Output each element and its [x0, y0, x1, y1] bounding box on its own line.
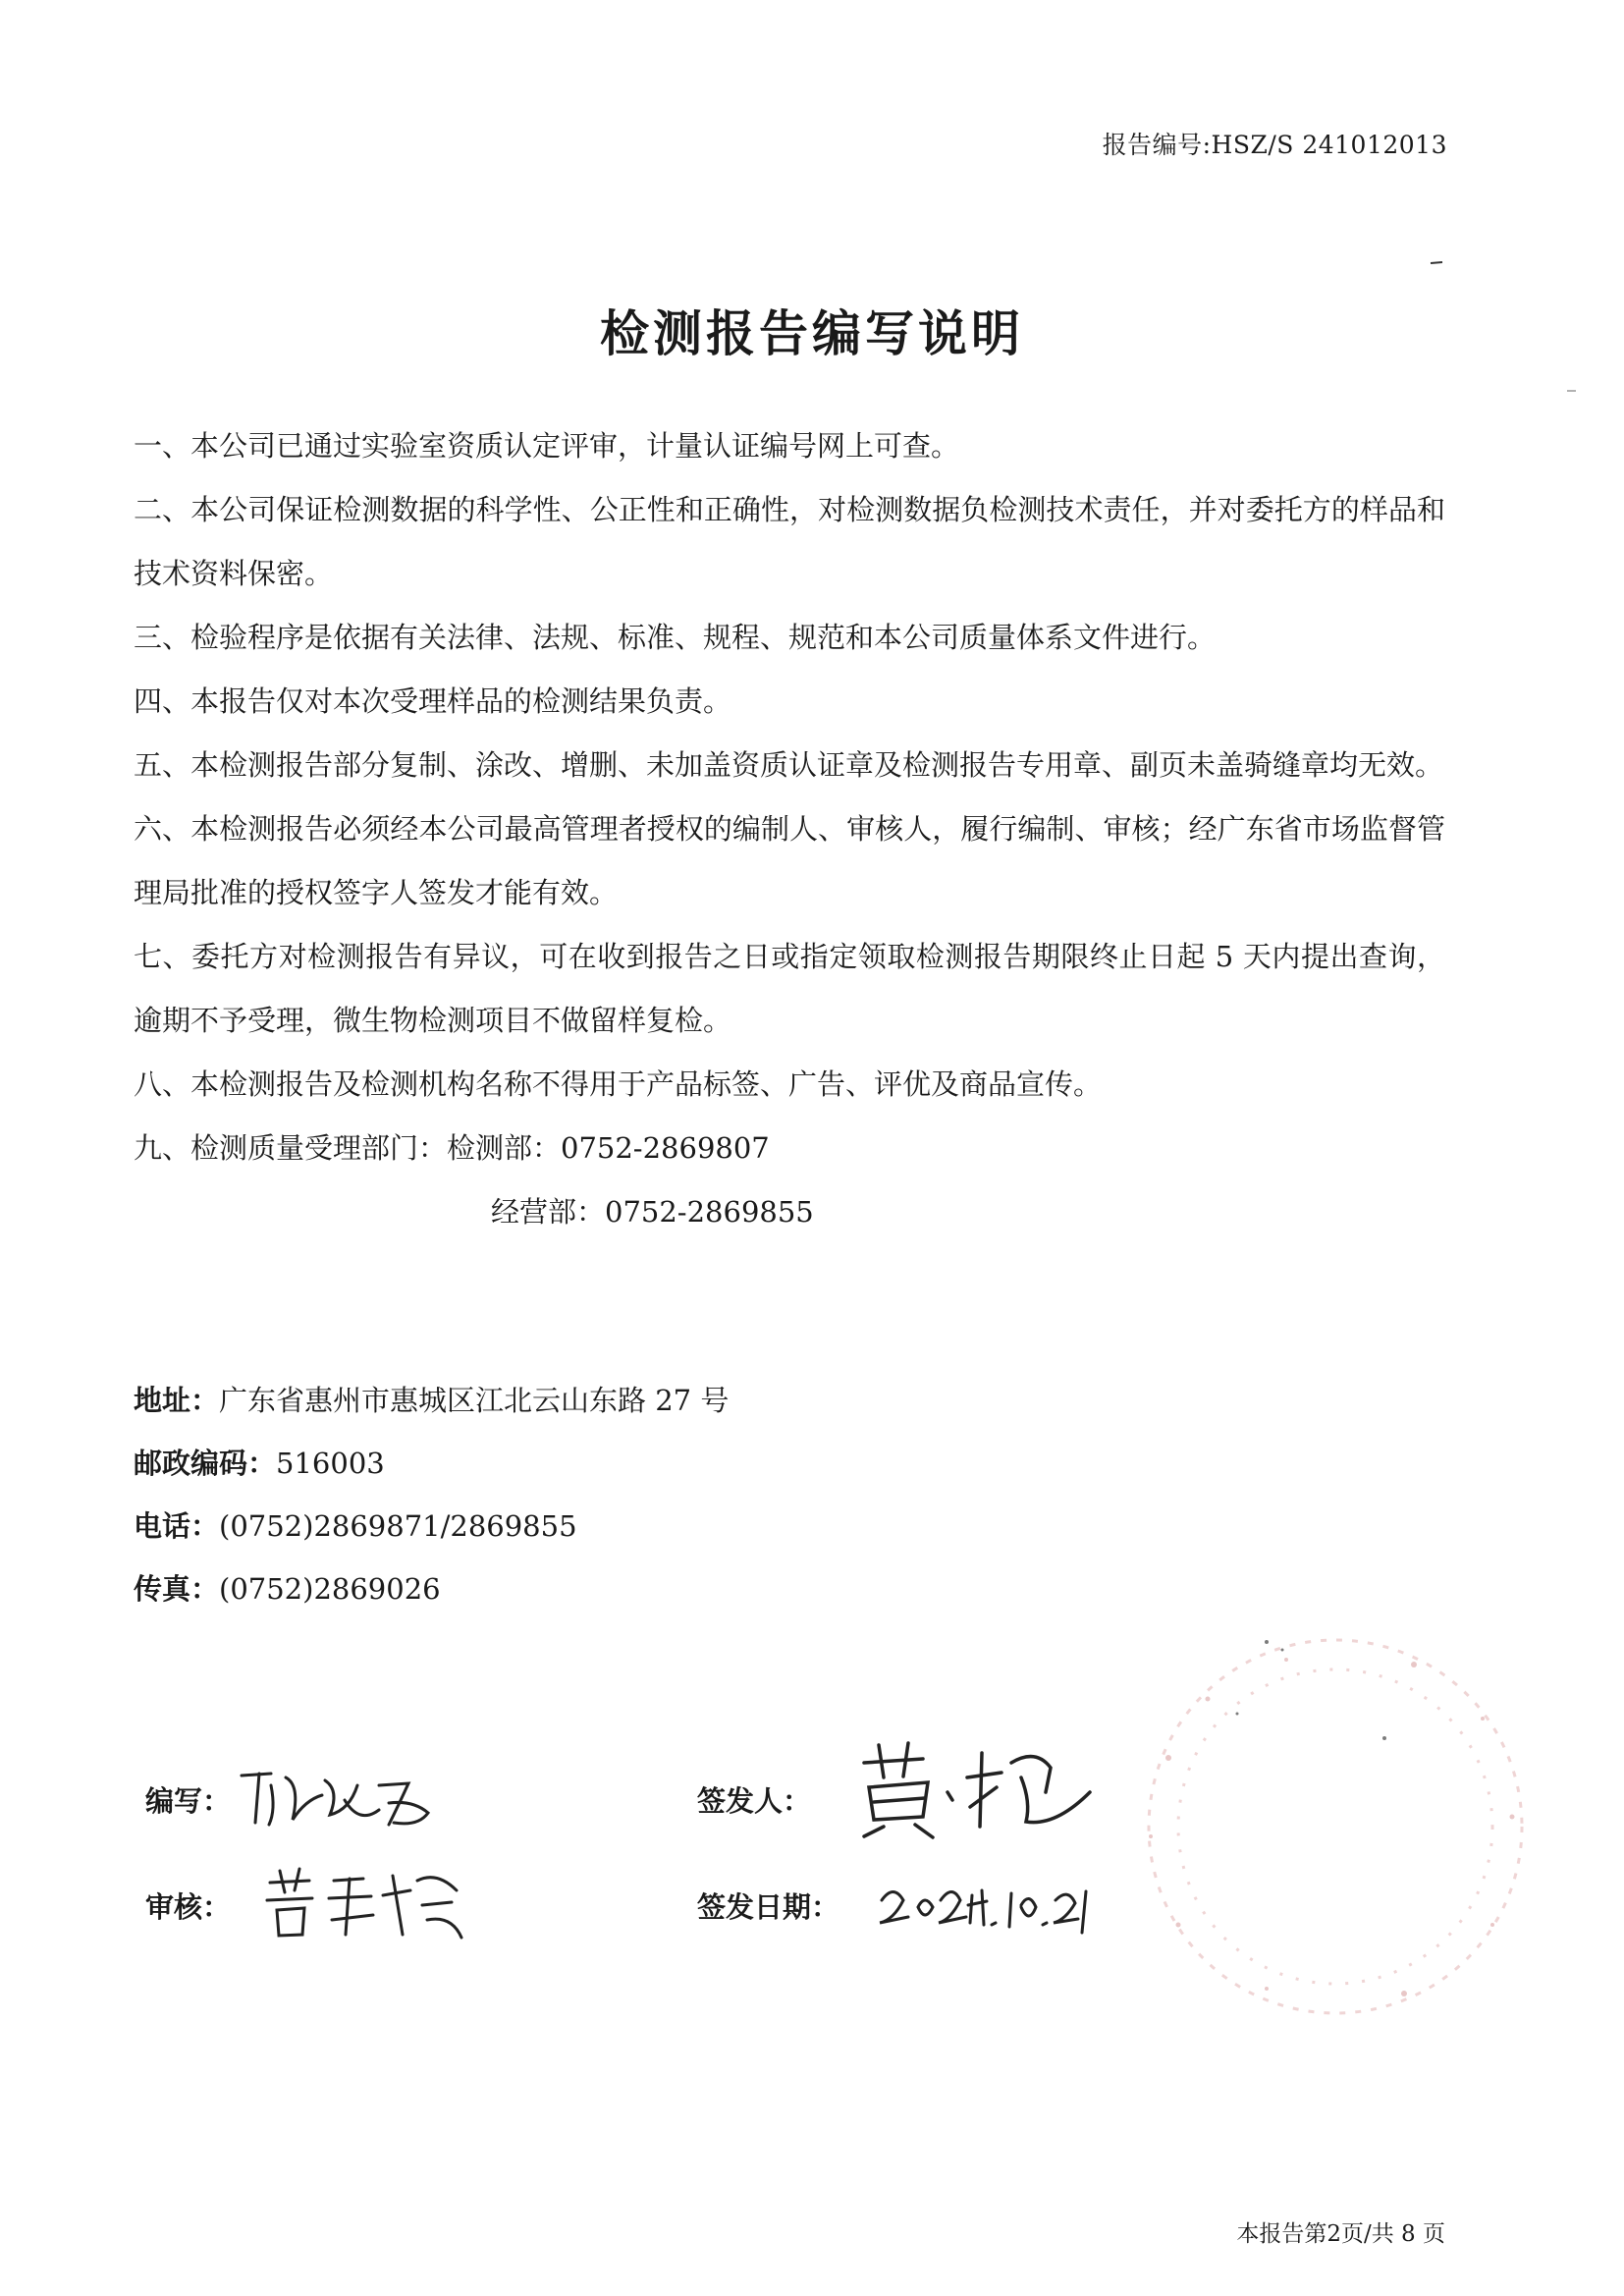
note-item-9: 九、检测质量受理部门：检测部：0752-2869807	[134, 1131, 770, 1165]
reviewer-signature-image	[255, 1861, 481, 1944]
fax-value: (0752)2869026	[219, 1572, 441, 1606]
author-label: 编写：	[145, 1784, 232, 1818]
phone-value: (0752)2869871/2869855	[219, 1509, 577, 1543]
note-item-6: 六、本检测报告必须经本公司最高管理者授权的编制人、审核人，履行编制、审核；经广东省市场监督管理局批准的授权签字人签发才能有效。	[134, 812, 1445, 909]
postcode-row	[134, 1432, 1017, 1495]
official-seal-image	[1090, 1611, 1600, 2023]
scan-speck	[1566, 388, 1578, 394]
fax-label: 传真：	[134, 1572, 220, 1606]
fax-row	[134, 1558, 1017, 1620]
note-item-7: 七、委托方对检测报告有异议，可在收到报告之日或指定领取检测报告期限终止日起 5 天内提出查询，逾期不予受理，微生物检测项目不做留样复检。	[134, 940, 1445, 1037]
note-item-3: 三、检验程序是依据有关法律、法规、标准、规程、规范和本公司质量体系文件进行。	[134, 621, 1217, 654]
issuer-label: 签发人：	[697, 1784, 812, 1818]
address-label: 地址：	[134, 1384, 220, 1417]
contact-block	[134, 1369, 1017, 1620]
issue-date-label: 签发日期：	[697, 1890, 840, 1924]
reviewer-label: 审核：	[145, 1890, 232, 1924]
note-item-1: 一、本公司已通过实验室资质认定评审，计量认证编号网上可查。	[134, 429, 960, 463]
note-item-4: 四、本报告仅对本次受理样品的检测结果负责。	[134, 684, 732, 718]
note-item-9-sub: 经营部：0752-2869855	[491, 1195, 814, 1229]
note-item-5: 五、本检测报告部分复制、涂改、增删、未加盖资质认证章及检测报告专用章、副页未盖骑缝章均无效。	[134, 748, 1444, 782]
scan-speck	[1429, 257, 1448, 269]
address-row	[134, 1369, 1017, 1432]
postcode-label: 邮政编码：	[134, 1447, 277, 1480]
issue-date-handwritten-image	[874, 1866, 1100, 1944]
author-signature-image	[232, 1756, 448, 1834]
issuer-signature-image	[854, 1733, 1100, 1841]
report-number: 报告编号:HSZ/S 241012013	[1102, 131, 1447, 159]
note-item-2: 二、本公司保证检测数据的科学性、公正性和正确性，对检测数据负检测技术责任，并对委托方的样品和技术资料保密。	[134, 493, 1445, 590]
notes-list	[134, 414, 1445, 1244]
page-footer: 本报告第2页/共 8 页	[1236, 2221, 1445, 2247]
phone-row	[134, 1495, 1017, 1558]
phone-label: 电话：	[134, 1509, 220, 1543]
page-title: 检测报告编写说明	[600, 305, 1024, 362]
note-item-8: 八、本检测报告及检测机构名称不得用于产品标签、广告、评优及商品宣传。	[134, 1067, 1103, 1101]
postcode-value: 516003	[276, 1447, 385, 1480]
address-value: 广东省惠州市惠城区江北云山东路 27 号	[219, 1384, 730, 1417]
